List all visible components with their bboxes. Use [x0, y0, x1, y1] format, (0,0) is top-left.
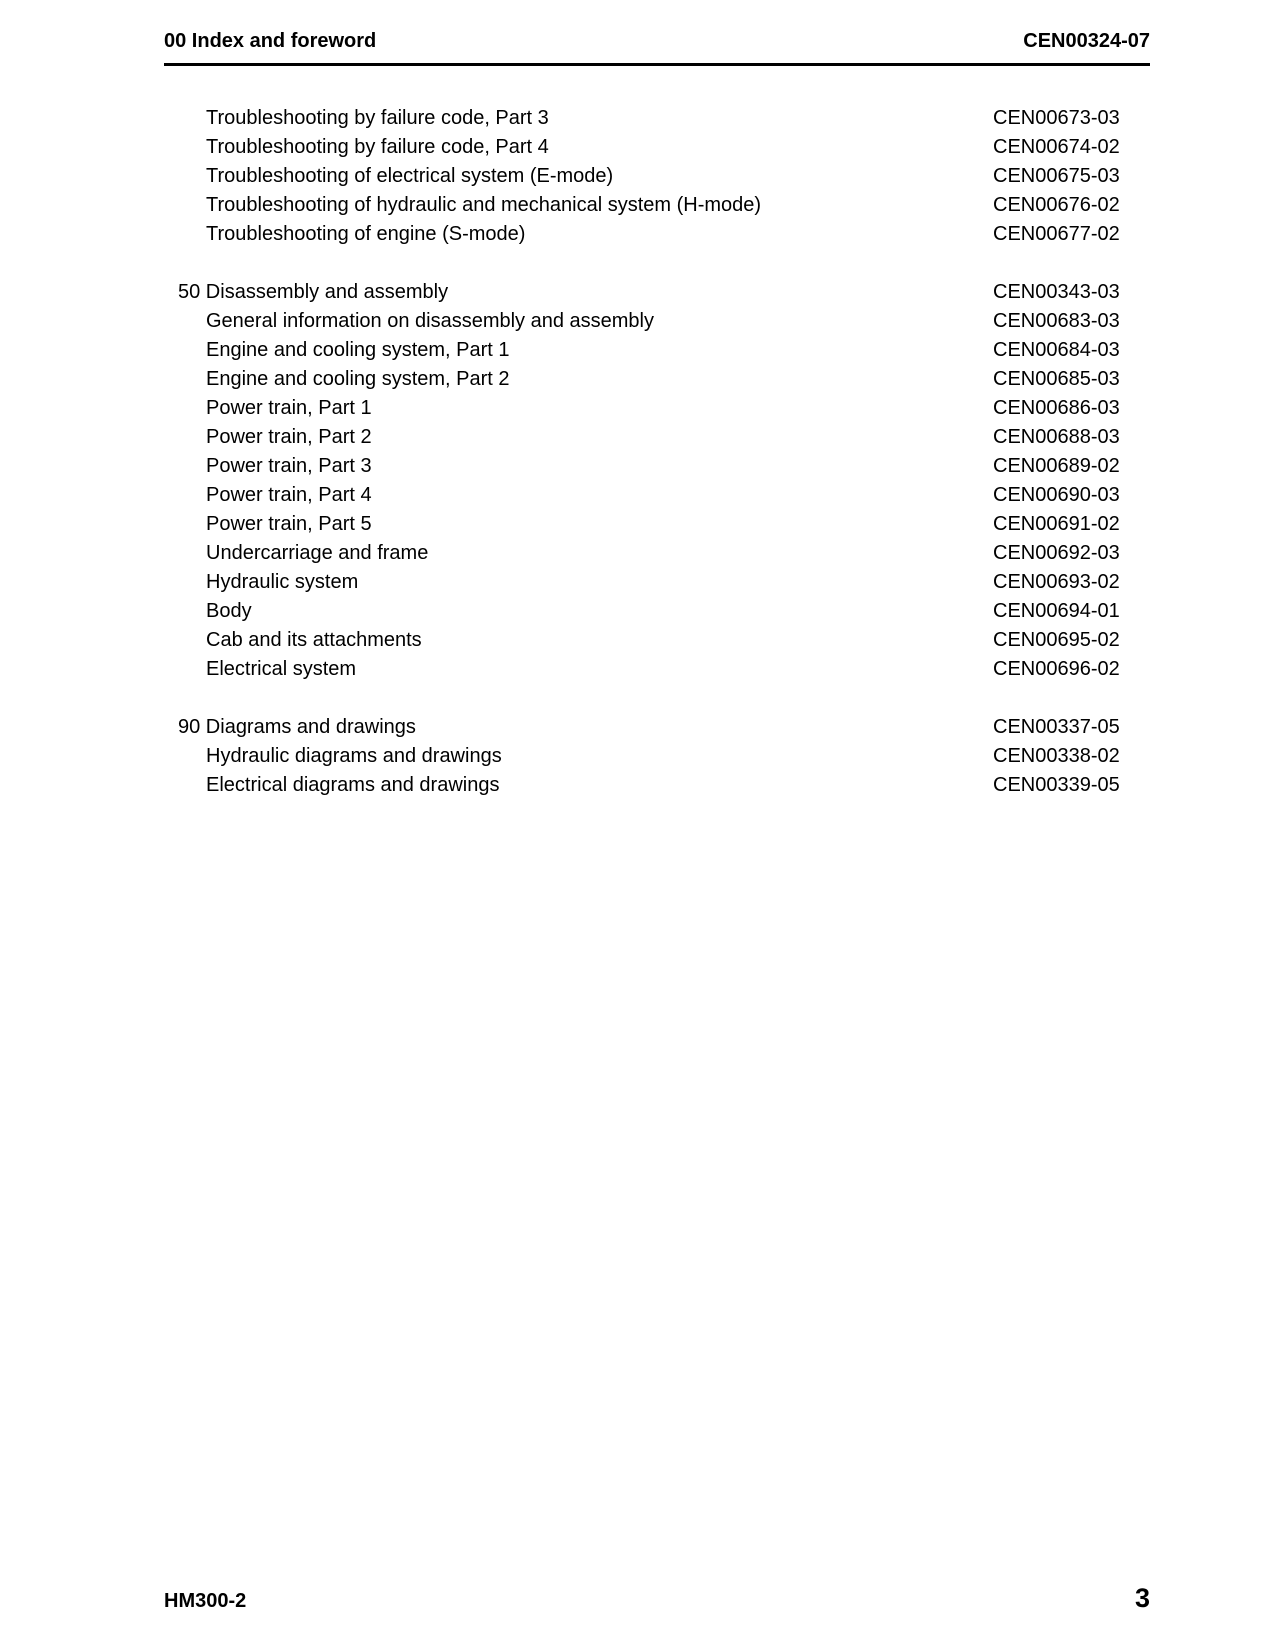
toc-entry [164, 394, 1150, 423]
toc-entry [164, 191, 1150, 220]
toc-entry [164, 655, 1150, 684]
toc-entry-code: CEN00688-03 [993, 426, 1120, 448]
toc-entry-code: CEN00696-02 [993, 658, 1120, 680]
toc-entry-code: CEN00695-02 [993, 629, 1120, 651]
toc-entry [164, 307, 1150, 336]
toc-section-heading [164, 713, 1150, 742]
toc-section-heading [164, 278, 1150, 307]
toc-entry [164, 626, 1150, 655]
toc-entry-code: CEN00690-03 [993, 484, 1120, 506]
toc-entry-title: Power train, Part 3 [206, 455, 372, 477]
toc-entry [164, 452, 1150, 481]
toc-entry [164, 481, 1150, 510]
toc-entry-title: Body [206, 600, 252, 622]
toc-entry-title: Troubleshooting of hydraulic and mechanical system (H-mode) [206, 194, 762, 216]
toc-entry-code: CEN00675-03 [993, 165, 1120, 187]
toc-entry-code: CEN00673-03 [993, 107, 1120, 129]
toc-entry [164, 162, 1150, 191]
toc-entry-title: Troubleshooting of engine (S-mode) [206, 223, 526, 245]
footer-model: HM300-2 [164, 1590, 247, 1612]
toc-entry-title: Engine and cooling system, Part 2 [206, 368, 510, 390]
toc-entry [164, 365, 1150, 394]
toc-entry-code: CEN00689-02 [993, 455, 1120, 477]
toc-entry [164, 771, 1150, 800]
toc-entry [164, 336, 1150, 365]
toc-entry [164, 104, 1150, 133]
toc-entry-title: Electrical system [206, 658, 357, 680]
toc-entry-code: CEN00338-02 [993, 745, 1120, 767]
toc-entry [164, 133, 1150, 162]
toc-entry-title: Undercarriage and frame [206, 542, 429, 564]
toc-group-disassembly [164, 278, 1150, 684]
toc-entry [164, 568, 1150, 597]
toc-entry-title: Engine and cooling system, Part 1 [206, 339, 510, 361]
toc-entry-code: CEN00339-05 [993, 774, 1120, 796]
toc-entry-title: Troubleshooting by failure code, Part 3 [206, 107, 549, 129]
header-title: 00 Index and foreword [164, 30, 377, 52]
toc-entry-code: CEN00674-02 [993, 136, 1120, 158]
toc-entry-title: Power train, Part 1 [206, 397, 372, 419]
toc-entry-title: Troubleshooting of electrical system (E-mode) [206, 165, 614, 187]
toc-section-title: 90 Diagrams and drawings [178, 716, 416, 738]
page-number: 3 [1134, 1583, 1150, 1613]
toc-entry [164, 742, 1150, 771]
table-of-contents [164, 104, 1150, 829]
toc-entry [164, 423, 1150, 452]
toc-entry [164, 597, 1150, 626]
toc-section-code: CEN00337-05 [993, 716, 1120, 738]
toc-entry-title: Hydraulic system [206, 571, 359, 593]
toc-entry-title: Cab and its attachments [206, 629, 422, 651]
toc-entry-title: Hydraulic diagrams and drawings [206, 745, 502, 767]
toc-entry-code: CEN00685-03 [993, 368, 1120, 390]
toc-entry-code: CEN00694-01 [993, 600, 1120, 622]
toc-entry-code: CEN00692-03 [993, 542, 1120, 564]
header-doc-code: CEN00324-07 [1023, 30, 1150, 52]
header-rule [164, 63, 1150, 66]
toc-entry-code: CEN00684-03 [993, 339, 1120, 361]
toc-entry-title: Electrical diagrams and drawings [206, 774, 500, 796]
toc-entry-code: CEN00677-02 [993, 223, 1120, 245]
toc-entry-title: General information on disassembly and assembly [206, 310, 654, 332]
toc-entry-code: CEN00693-02 [993, 571, 1120, 593]
toc-section-title: 50 Disassembly and assembly [178, 281, 449, 303]
toc-entry-title: Power train, Part 2 [206, 426, 372, 448]
toc-entry-code: CEN00676-02 [993, 194, 1120, 216]
toc-group-troubleshooting [164, 104, 1150, 249]
toc-entry-code: CEN00691-02 [993, 513, 1120, 535]
toc-entry-title: Power train, Part 4 [206, 484, 372, 506]
toc-entry-code: CEN00683-03 [993, 310, 1120, 332]
toc-entry-title: Troubleshooting by failure code, Part 4 [206, 136, 549, 158]
toc-entry [164, 510, 1150, 539]
toc-entry [164, 220, 1150, 249]
toc-entry-code: CEN00686-03 [993, 397, 1120, 419]
toc-entry-title: Power train, Part 5 [206, 513, 372, 535]
toc-entry [164, 539, 1150, 568]
toc-group-diagrams [164, 713, 1150, 800]
toc-section-code: CEN00343-03 [993, 281, 1120, 303]
